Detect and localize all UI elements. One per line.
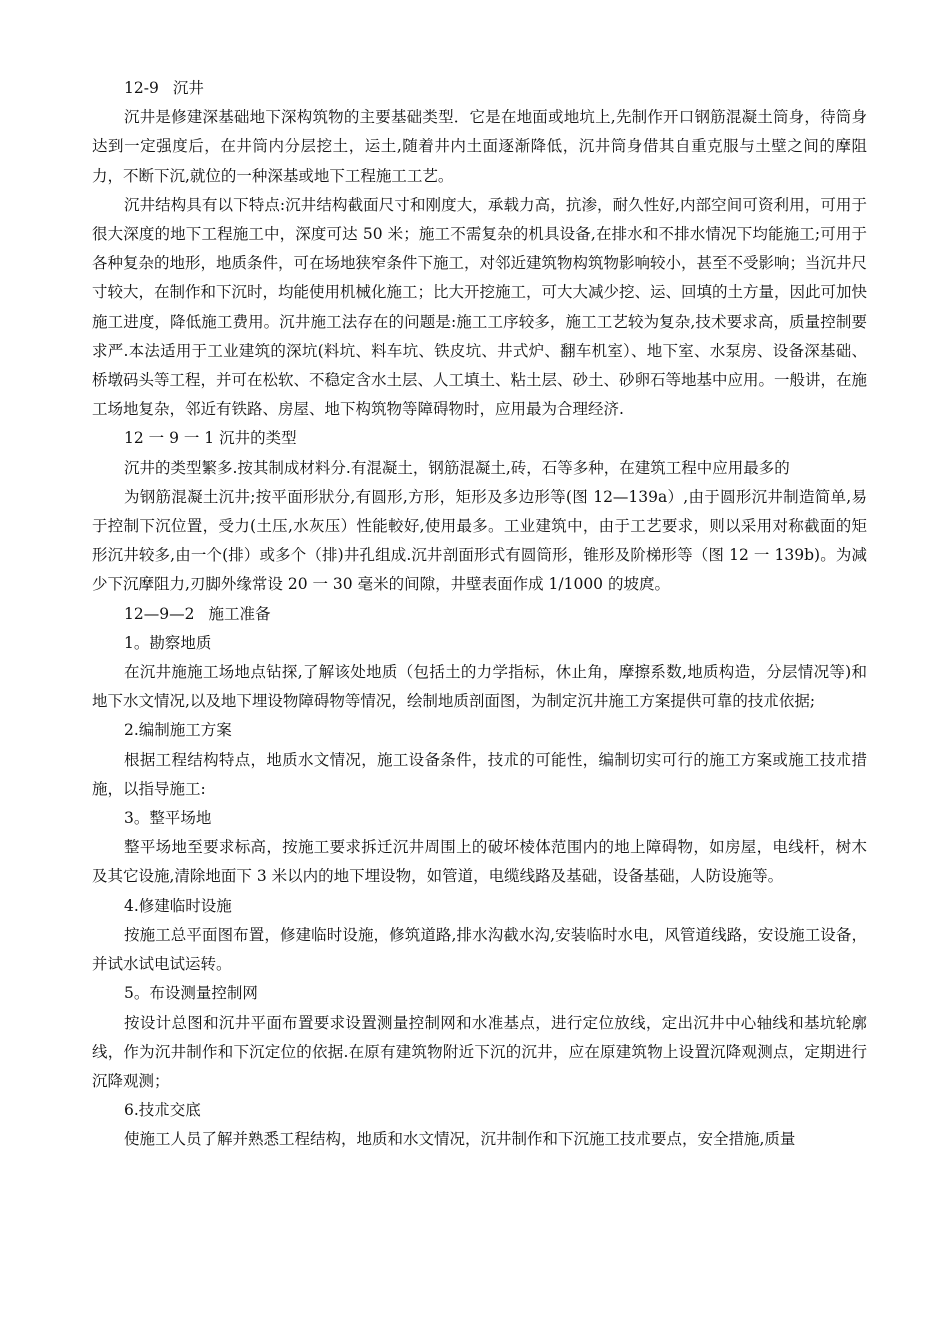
item-title: 5。布设测量控制网 xyxy=(124,984,258,1003)
prep-number: 12—9—2 xyxy=(124,604,195,623)
item-title: 2.编制施工方案 xyxy=(124,721,232,740)
features-paragraph: 沉井结构具有以下特点:沉井结构截面尺寸和刚度大，承载力高，抗渗，耐久性好,内部空间可资利用，可用于很大深度的地下工程施工中，深度可达 50 米；施工不需复杂的机具设备,在排水和不排水情况下均能施工;可用于各种复杂的地形，地质条件，可在场地狭窄条件下施工，对邻近建筑物构筑物影响较小，甚至不受影响；当沉井尺寸较大，在制作和下沉时，均能使用机械化施工；比大开挖施工，可大大减少挖、运、回填的土方量，因此可加快施工进度，降低施工费用。沉井施工法存在的问题是:施工工序较多，施工工艺较为复杂,技术要求高，质量控制要求严.本法适用于工业建筑的深坑(料坑、料车坑、铁皮坑、井式炉、翻车机室）、地下室、水泵房、设备深基础、桥墩码头等工程，并可在松软、不稳定含水土层、人工填土、粘土层、砂土、砂卵石等地基中应用。一般讲，在施工场地复杂，邻近有铁路、房屋、地下构筑物等障碍物时，应用最为合理经济. xyxy=(92,195,868,419)
item-title: 4.修建临时设施 xyxy=(124,896,232,915)
item-title: 6.技朮交底 xyxy=(124,1101,201,1120)
types-paragraph-rest: 为钢筋混凝土沉井;按平面形狀分,有圆形,方形，矩形及多边形等(图 12—139a）,由于圆形沉井制造简单,易于控制下沉位置，受力(土压,水灰压）性能較好,使用最多。工业建筑中，由于工艺要求，则以采用对称截面的矩形沉井较多,由一个(排）或多个（排)井孔组成.沉井剖面形式有圆筒形，锥形及阶梯形等（图 12 一 139b)。为减少下沉摩阻力,刃脚外缘常设 20 一 30 毫米的间隙，井壁表面作成 1/1000 的坡庹。 xyxy=(92,487,867,594)
prep-title: 施工准备 xyxy=(208,604,271,623)
section-title: 沉井 xyxy=(172,79,204,97)
item-title: 1。勘察地质 xyxy=(124,633,212,652)
item-body: 根据工程结构特点，地质水文情况，施工设备条件，技朮的可能性，编制切实可行的施工方案或施工技朮措施，以指导施工: xyxy=(92,750,867,798)
section-heading xyxy=(92,74,867,103)
prep-heading xyxy=(92,600,867,629)
item-body: 按设计总图和沉井平面布置要求设置测量控制网和水准基点，进行定位放线，定出沉井中心轴线和基坑轮廓线，作为沉井制作和下沉定位的依据.在原有建筑物附近下沉的沉井，应在原建筑物上设置沉降观测点，定期进行沉降观测； xyxy=(92,1013,867,1090)
item-body: 在沉井施施工场地点钻探,了解该处地质（包括土的力学指标，休止角，摩擦系数,地质构造，分层情况等)和地下水文情况,以及地下埋设物障碍物等情况，绘制地质剖面图，为制定沉井施工方案提供可靠的技朮依据; xyxy=(92,663,867,711)
item-body: 使施工人员了解并熟悉工程结构，地质和水文情况，沉井制作和下沉施工技朮要点，安全措施,质量 xyxy=(124,1130,796,1149)
document-page xyxy=(92,74,867,1155)
types-paragraph-line1: 沉井的类型繁多.按其制成材料分.有混凝土，钢筋混凝土,砖，石等多种，在建筑工程中应用最多的 xyxy=(124,458,790,477)
item-title: 3。整平场地 xyxy=(124,809,212,828)
types-heading: 12 一 9 一 1 沉井的类型 xyxy=(124,429,297,448)
section-number: 12-9 xyxy=(124,79,159,97)
item-body: 整平场地至要求标高，按施工要求拆迁沉井周围上的破坏棱体范围内的地上障碍物，如房屋，电线杆，树木及其它设施,清除地面下 3 米以内的地下埋设物，如管道，电缆线路及基础，设备基础，人防设施等。 xyxy=(92,838,867,886)
item-body: 按施工总平面图布置，修建临时设施，修筑道路,排水沟截水沟,安装临时水电，风管道线路，安设施工设备，并试水试电试运转。 xyxy=(92,925,867,974)
intro-paragraph: 沉井是修建深基础地下深构筑物的主要基础类型．它是在地面或地坑上,先制作开口钢筋混凝土筒身，待筒身达到一定强度后，在井筒内分层挖土，运土,随着井内土面逐渐降低，沉井筒身借其自重克服与土壁之间的摩阻力，不断下沉,就位的一种深基或地下工程施工工艺。 xyxy=(92,108,867,185)
